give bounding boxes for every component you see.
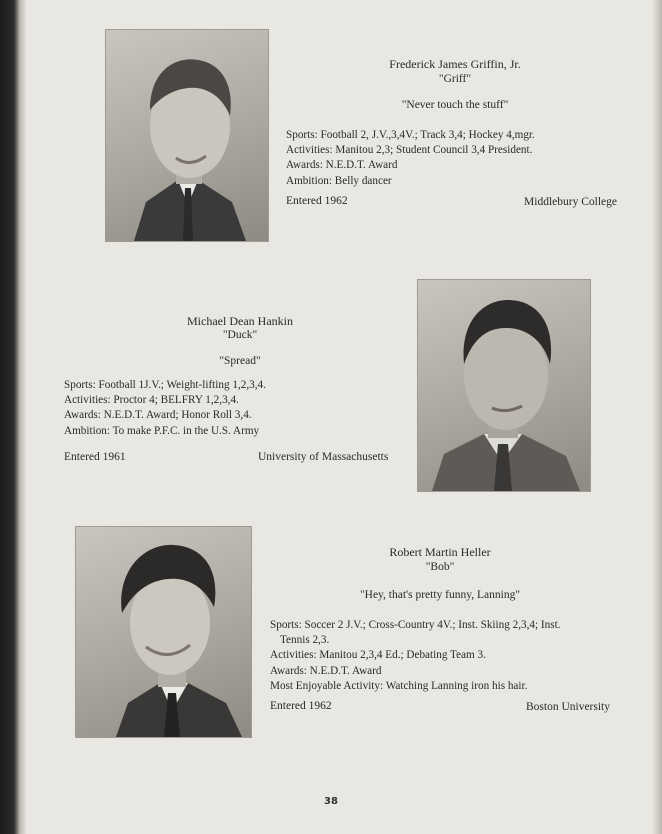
portrait-silhouette [106, 30, 268, 241]
activity-line: Activities: Proctor 4; BELFRY 1,2,3,4. [64, 394, 239, 407]
activity-line: Awards: N.E.D.T. Award [286, 159, 398, 172]
entered-year: Entered 1962 [270, 700, 332, 712]
student-name: Robert Martin Heller [389, 545, 491, 559]
student-quote: "Spread" [219, 355, 261, 367]
student-nickname: "Bob" [425, 561, 455, 573]
portrait-silhouette [76, 527, 251, 737]
activity-line: Ambition: To make P.F.C. in the U.S. Army [64, 424, 260, 437]
student-name: Michael Dean Hankin [187, 314, 293, 328]
activity-line: Sports: Football 2, J.V.,3,4V.; Track 3,4; Hockey 4,mgr. [286, 129, 535, 141]
college: University of Massachusetts [258, 451, 389, 463]
student-activities-block [286, 128, 535, 189]
student-activities-block [64, 378, 266, 439]
binding-shadow [0, 0, 26, 834]
student-activities-block [270, 618, 560, 694]
college: Boston University [525, 701, 610, 713]
college: Middlebury College [524, 196, 617, 208]
page-edge [652, 0, 662, 834]
entered-year: Entered 1962 [286, 195, 348, 207]
activity-line: Activities: Manitou 2,3; Student Council 3,4 President. [286, 144, 533, 157]
portrait-photo-heller [76, 527, 251, 737]
student-nickname: "Duck" [222, 329, 258, 341]
student-quote: "Hey, that's pretty funny, Lanning" [359, 589, 521, 601]
activity-line: Sports: Soccer 2 J.V.; Cross-Country 4V.; Inst. Skiing 2,3,4; Inst. [270, 619, 561, 631]
entered-year: Entered 1961 [64, 451, 126, 463]
activity-line: Tennis 2,3. [280, 634, 330, 647]
portrait-photo-hankin [418, 280, 590, 491]
portrait-silhouette [418, 280, 590, 491]
activity-line: Most Enjoyable Activity: Watching Lanning iron his hair. [270, 679, 528, 692]
page-number: 38 [324, 796, 338, 807]
activity-line: Activities: Manitou 2,3,4 Ed.; Debating Team 3. [270, 649, 486, 662]
portrait-photo-griffin [106, 30, 268, 241]
activity-line: Awards: N.E.D.T. Award; Honor Roll 3,4. [64, 409, 252, 422]
student-name: Frederick James Griffin, Jr. [389, 57, 521, 71]
activity-line: Awards: N.E.D.T. Award [270, 664, 382, 677]
student-quote: "Never touch the stuff" [401, 99, 509, 111]
activity-line: Sports: Football 1J.V.; Weight-lifting 1,2,3,4. [64, 379, 266, 391]
student-nickname: "Griff" [438, 73, 472, 85]
activity-line: Ambition: Belly dancer [286, 174, 392, 187]
